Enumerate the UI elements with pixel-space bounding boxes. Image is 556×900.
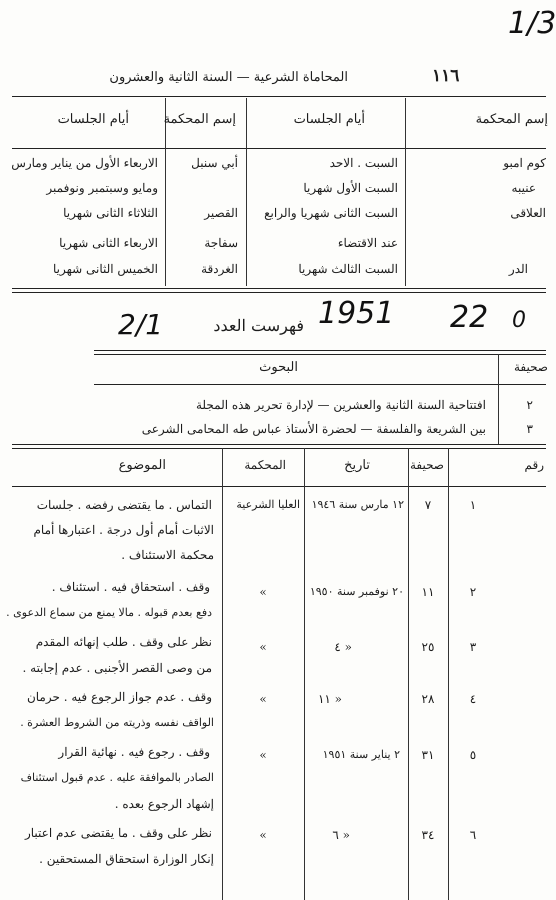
case-subject-2-line-1: وقف . استحقاق فيه . استئناف . <box>51 580 210 594</box>
case-page-4: ٢٨ <box>421 692 435 706</box>
court-left-3: القصير <box>204 206 238 220</box>
days-left-5: الخميس الثانى شهريا <box>52 262 158 276</box>
case-num-6: ٦ <box>469 828 477 842</box>
case-subject-5-line-3: إشهاد الرجوع بعده . <box>114 797 214 811</box>
cases-divider-subject <box>222 448 223 900</box>
court-right-3: العلاقى <box>510 206 546 220</box>
case-court-6: « <box>259 828 267 842</box>
handwritten-year: 1951 <box>318 296 395 331</box>
case-page-3: ٢٥ <box>421 640 435 654</box>
case-num-3: ٣ <box>469 640 477 654</box>
court-right-2: عنيبه <box>511 181 536 195</box>
research-title-header: البحوث <box>259 360 298 375</box>
case-date-6: « ٦ <box>332 828 350 842</box>
court-header-right: إسم المحكمة <box>475 112 548 127</box>
page-number: ١١٦ <box>432 66 460 86</box>
days-left-1: الاربعاء الأول من يناير ومارس <box>11 156 158 170</box>
research-header-rule <box>94 384 546 385</box>
case-subject-3-line-2: من وصى القصر الأجنبى . عدم إجابته . <box>22 661 212 675</box>
case-subject-2-line-2: دفع بعدم قبوله . مالا يمنع من سماع الدعوى . <box>6 606 212 619</box>
case-court-4: « <box>259 692 267 706</box>
case-subject-6-line-2: إنكار الوزارة استحقاق المستحقين . <box>39 852 214 866</box>
case-subject-6-line-1: نظر على وقف . ما يقتضى عدم اعتبار <box>24 826 212 840</box>
case-subject-5-line-2: الصادر بالموافقة عليه . عدم قبول استئناف <box>20 771 214 784</box>
case-subject-4-line-1: وقف . عدم جواز الرجوع فيه . حرمان <box>26 690 212 704</box>
cases-subject-header: الموضوع <box>118 458 166 473</box>
case-num-5: ٥ <box>469 748 477 762</box>
days-right-3: السبت الثانى شهريا والرابع <box>264 206 398 220</box>
cases-page-header: صحيفة <box>409 458 444 472</box>
courts-table-header-rule <box>12 148 546 149</box>
case-court-3: « <box>259 640 267 654</box>
cases-court-header: المحكمة <box>244 458 286 472</box>
cases-divider-page <box>448 448 449 900</box>
research-divider <box>498 354 499 444</box>
case-num-1: ١ <box>469 498 477 512</box>
courts-divider-2 <box>246 98 247 286</box>
research-text-2: بين الشريعة والفلسفة — لحضرة الأستاذ عباس طه المحامى الشرعى <box>141 422 486 436</box>
days-right-2: السبت الأول شهريا <box>303 181 398 195</box>
days-header-right: أيام الجلسات <box>293 112 365 127</box>
case-page-2: ١١ <box>421 585 435 599</box>
days-left-3: الثلاثاء الثانى شهريا <box>63 206 158 220</box>
handwritten-fraction: 2/1 <box>118 308 164 341</box>
cases-divider-date <box>408 448 409 900</box>
court-left-5: الغردقة <box>201 262 238 276</box>
case-subject-1-line-3: محكمة الاستئناف . <box>121 548 214 562</box>
case-page-6: ٣٤ <box>421 828 435 842</box>
corner-annotation: 1/3 <box>508 6 556 41</box>
running-title: المحاماة الشرعية — السنة الثانية والعشرون <box>109 70 348 85</box>
index-title: فهرست العدد <box>213 316 304 335</box>
research-top-rule <box>94 350 546 355</box>
days-right-4: عند الاقتضاء <box>337 236 398 250</box>
case-page-1: ٧ <box>424 498 432 512</box>
case-page-5: ٣١ <box>421 748 435 762</box>
courts-table-top-rule <box>12 96 546 97</box>
case-subject-4-line-2: الواقف نفسه وذريته من الشروط العشرة . <box>20 716 214 729</box>
handwritten-small-mark: 0 <box>512 308 526 333</box>
cases-num-header: رقم <box>524 458 544 472</box>
cases-header-rule <box>12 486 546 487</box>
case-num-4: ٤ <box>469 692 477 706</box>
case-court-2: « <box>259 585 267 599</box>
case-date-4: « ١١ <box>317 692 342 706</box>
days-header-left: أيام الجلسات <box>57 112 129 127</box>
court-right-5: الدر <box>508 262 528 276</box>
court-left-4: سفاجة <box>204 236 238 250</box>
court-left-1: أبي سنبل <box>191 156 238 170</box>
court-right-1: كوم امبو <box>503 156 546 170</box>
handwritten-code: 22 <box>450 300 489 335</box>
case-date-2: ٢٠ نوفمبر سنة ١٩٥٠ <box>309 585 404 598</box>
court-header-left: إسم المحكمة <box>163 112 236 127</box>
days-left-4: الاربعاء الثانى شهريا <box>59 236 158 250</box>
case-court-5: « <box>259 748 267 762</box>
research-page-header: صحيفة <box>513 360 548 374</box>
cases-divider-court <box>304 448 305 900</box>
case-subject-1-line-1: التماس . ما يقتضى رفضه . جلسات <box>36 498 212 512</box>
case-date-3: « ٤ <box>334 640 352 654</box>
research-page-2: ٣ <box>526 422 533 436</box>
case-date-5: ٢ يناير سنة ١٩٥١ <box>322 748 400 761</box>
research-bottom-rule <box>12 444 546 449</box>
cases-date-header: تاريخ <box>344 458 370 473</box>
case-num-2: ٢ <box>469 585 477 599</box>
research-text-1: افتتاحية السنة الثانية والعشرين — لإدارة تحرير هذه المجلة <box>195 398 486 412</box>
case-subject-5-line-1: وقف . رجوع فيه . نهائية القرار <box>58 745 210 759</box>
case-date-1: ١٢ مارس سنة ١٩٤٦ <box>311 498 404 511</box>
case-subject-3-line-1: نظر على وقف . طلب إنهائه المقدم <box>35 635 212 649</box>
days-left-2: ومايو وسبتمبر ونوفمبر <box>46 181 158 195</box>
courts-table-bottom-rule <box>12 288 546 293</box>
days-right-1: السبت . الاحد <box>329 156 398 170</box>
research-page-1: ٢ <box>526 398 533 412</box>
courts-divider-3 <box>405 98 406 286</box>
case-subject-1-line-2: الاثبات أمام أول درجة . اعتبارها أمام <box>33 523 214 537</box>
days-right-5: السبت الثالث شهريا <box>298 262 398 276</box>
case-court-1: العليا الشرعية <box>236 498 300 511</box>
